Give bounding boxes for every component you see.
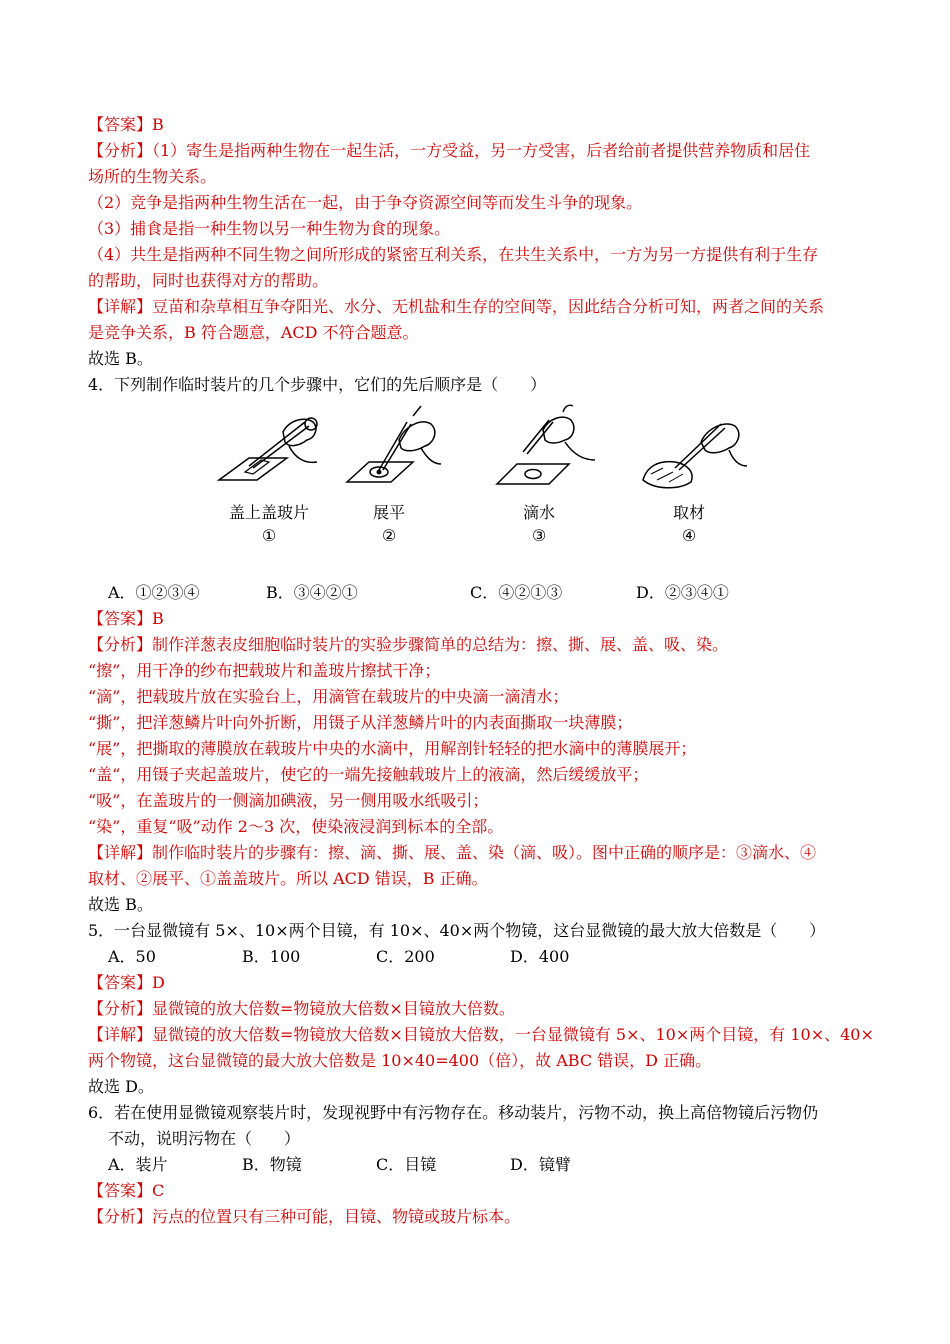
step-number: ④ bbox=[681, 526, 697, 545]
spread-illustration bbox=[329, 402, 449, 497]
q3-analysis-2: （2）竞争是指两种生物生活在一起，由于争夺资源空间等而发生斗争的现象。 bbox=[88, 193, 643, 212]
q4-note-zhan: “展”，把撕取的薄膜放在载玻片中央的水滴中，用解剖针轻轻的把水滴中的薄膜展开； bbox=[88, 739, 697, 758]
q3-analysis-1b: 场所的生物关系。 bbox=[88, 167, 217, 186]
q4-detail-b: 取材、②展平、①盖盖玻片。所以 ACD 错误，B 正确。 bbox=[88, 869, 488, 888]
q3-answer: 【答案】B bbox=[88, 115, 164, 134]
option-d: D．400 bbox=[510, 947, 570, 966]
q5-detail-a: 【详解】显微镜的放大倍数=物镜放大倍数×目镜放大倍数，一台显微镜有 5×、10×两个目镜，有 10×、40× bbox=[88, 1025, 874, 1044]
q6-stem-a: 6．若在使用显微镜观察装片时，发现视野中有污物存在。移动装片，污物不动，换上高倍物镜后污物仍 bbox=[88, 1103, 819, 1122]
q4-note-ca: “擦”，用干净的纱布把载玻片和盖玻片擦拭干净； bbox=[88, 661, 441, 680]
q4-stem: 4．下列制作临时装片的几个步骤中，它们的先后顺序是（ ） bbox=[88, 375, 547, 394]
q3-analysis-1a: 【分析】（1）寄生是指两种生物在一起生活，一方受益，另一方受害，后者给前者提供营养物质和居住 bbox=[88, 141, 811, 160]
option-d: D．②③④① bbox=[636, 583, 729, 602]
option-a: A．装片 bbox=[108, 1155, 168, 1174]
q4-options bbox=[88, 580, 868, 606]
option-d: D．镜臂 bbox=[510, 1155, 571, 1174]
step-caption: 盖上盖玻片 bbox=[228, 503, 309, 522]
q3-conclusion: 故选 B。 bbox=[88, 349, 153, 368]
q6-options bbox=[88, 1152, 868, 1178]
option-c: C．④②①③ bbox=[470, 583, 563, 602]
q5-detail-b: 两个物镜，这台显微镜的最大放大倍数是 10×40=400（倍），故 ABC 错误，D 正确。 bbox=[88, 1051, 712, 1070]
q4-answer: 【答案】B bbox=[88, 609, 164, 628]
option-b: B．100 bbox=[242, 947, 301, 966]
step-number: ③ bbox=[531, 526, 547, 545]
step-caption: 展平 bbox=[372, 503, 405, 522]
step-spread bbox=[314, 402, 464, 547]
q4-note-di: “滴”，把载玻片放在实验台上，用滴管在载玻片的中央滴一滴清水； bbox=[88, 687, 569, 706]
q3-detail-b: 是竞争关系，B 符合题意，ACD 不符合题意。 bbox=[88, 323, 419, 342]
take-material-illustration bbox=[629, 402, 749, 497]
option-a: A．50 bbox=[108, 947, 156, 966]
q5-conclusion: 故选 D。 bbox=[88, 1077, 154, 1096]
q5-answer: 【答案】D bbox=[88, 973, 165, 992]
q5-stem: 5．一台显微镜有 5×、10×两个目镜，有 10×、40×两个物镜，这台显微镜的最大放大倍数是（ ） bbox=[88, 921, 826, 940]
q6-stem-b: 不动，说明污物在（ ） bbox=[108, 1129, 301, 1148]
cover-slip-illustration bbox=[209, 402, 329, 497]
step-caption: 滴水 bbox=[522, 503, 555, 522]
q4-detail-a: 【详解】制作临时装片的步骤有：擦、滴、撕、展、盖、染（滴、吸）。图中正确的顺序是：③滴水、④ bbox=[88, 843, 817, 862]
q4-steps-figure bbox=[88, 402, 868, 580]
step-number: ① bbox=[261, 526, 277, 545]
q4-analysis: 【分析】制作洋葱表皮细胞临时装片的实验步骤简单的总结为：擦、撕、展、盖、吸、染。 bbox=[88, 635, 729, 654]
q3-analysis-4a: （4）共生是指两种不同生物之间所形成的紧密互利关系，在共生关系中，一方为另一方提供有利于生存 bbox=[88, 245, 819, 264]
q4-note-gai: “盖“，用镊子夹起盖玻片，使它的一端先接触载玻片上的液滴，然后缓缓放平； bbox=[88, 765, 649, 784]
q4-note-xi: “吸”，在盖玻片的一侧滴加碘液，另一侧用吸水纸吸引； bbox=[88, 791, 489, 810]
q6-analysis: 【分析】污点的位置只有三种可能，目镜、物镜或玻片标本。 bbox=[88, 1207, 521, 1226]
step-number: ② bbox=[381, 526, 397, 545]
q3-analysis-4b: 的帮助，同时也获得对方的帮助。 bbox=[88, 271, 329, 290]
q4-note-ran: “染”，重复“吸”动作 2～3 次，使染液浸润到标本的全部。 bbox=[88, 817, 504, 836]
step-take-material bbox=[614, 402, 764, 547]
step-drip-water bbox=[464, 402, 614, 547]
option-c: C．目镜 bbox=[376, 1155, 437, 1174]
option-c: C．200 bbox=[376, 947, 435, 966]
q6-answer: 【答案】C bbox=[88, 1181, 165, 1200]
q3-analysis-3: （3）捕食是指一种生物以另一种生物为食的现象。 bbox=[88, 219, 451, 238]
q5-analysis: 【分析】显微镜的放大倍数=物镜放大倍数×目镜放大倍数。 bbox=[88, 999, 515, 1018]
q4-note-si: “撕”，把洋葱鳞片叶向外折断，用镊子从洋葱鳞片叶的内表面撕取一块薄膜； bbox=[88, 713, 633, 732]
q3-detail-a: 【详解】豆苗和杂草相互争夺阳光、水分、无机盐和生存的空间等，因此结合分析可知，两者之间的关系 bbox=[88, 297, 825, 316]
option-b: B．③④②① bbox=[266, 583, 358, 602]
step-caption: 取材 bbox=[672, 503, 705, 522]
option-b: B．物镜 bbox=[242, 1155, 302, 1174]
option-a: A．①②③④ bbox=[108, 583, 200, 602]
q5-options bbox=[88, 944, 868, 970]
q4-conclusion: 故选 B。 bbox=[88, 895, 153, 914]
drip-water-illustration bbox=[479, 402, 599, 497]
document-page bbox=[88, 112, 874, 1230]
